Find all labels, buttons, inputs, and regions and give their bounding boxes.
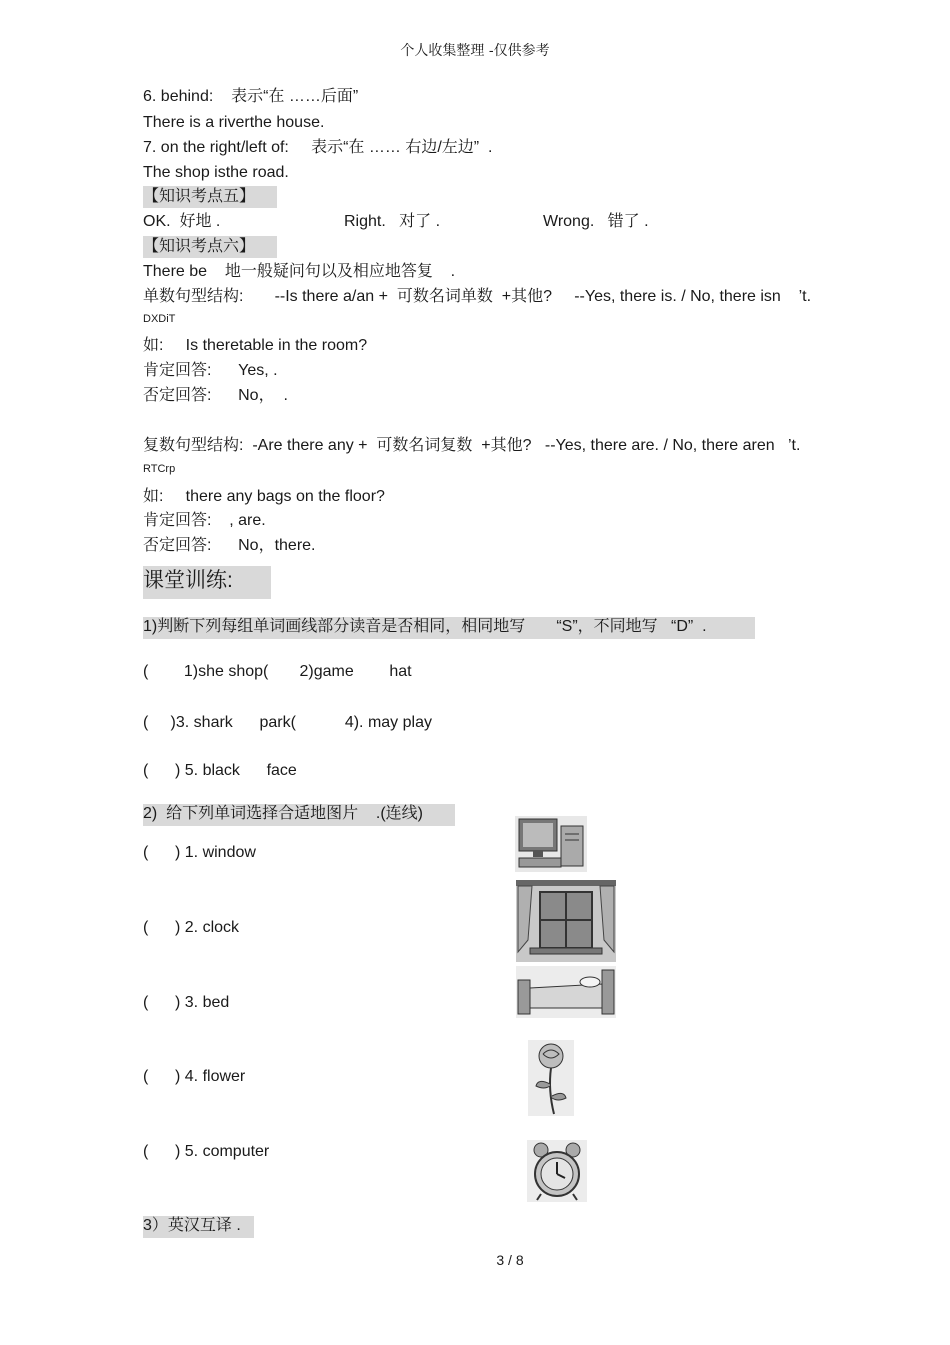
section-heading-6: 【知识考点六】 [143, 236, 277, 258]
right-left-note: 7. on the right/left of: 表示“在 …… 右边/左边” . [143, 139, 493, 156]
page-header: 个人收集整理 -仅供参考 [400, 43, 550, 59]
singular-positive-answer: 肯定回答: Yes, . [143, 362, 278, 379]
behind-example: There is a riverthe house. [143, 114, 325, 131]
small-code-1: DXDiT [143, 313, 176, 325]
window-picture [516, 880, 616, 962]
plural-example: 如: there any bags on the floor? [143, 488, 385, 505]
singular-structure: 单数句型结构: --Is there a/an + 可数名词单数 +其他? --Yes, there is. / No, there isn ’t. [143, 288, 812, 305]
phrase-right: Right. 对了 . [344, 213, 441, 230]
word-bed: ( ) 3. bed [143, 994, 230, 1011]
exercise-2-instruction: 2) 给下列单词选择合适地图片 .(连线) [143, 804, 455, 826]
exercise-3-instruction: 3）英汉互译 . [143, 1216, 254, 1238]
word-computer: ( ) 5. computer [143, 1143, 270, 1160]
right-left-example: The shop isthe road. [143, 164, 289, 181]
exercise-1-instruction: 1)判断下列每组单词画线部分读音是否相同，相同地写 “S”，不同地写 “D” . [143, 617, 755, 639]
singular-example: 如: Is theretable in the room? [143, 337, 368, 354]
exercise-1-row-2: ( )3. shark park( 4). may play [143, 714, 432, 731]
exercise-1-row-3: ( ) 5. black face [143, 762, 297, 779]
singular-negative-answer: 否定回答: No， . [143, 387, 288, 404]
phrase-wrong: Wrong. 错了 . [543, 213, 649, 230]
bed-picture [516, 966, 616, 1018]
plural-positive-answer: 肯定回答: , are. [143, 512, 266, 529]
flower-picture [528, 1040, 574, 1116]
word-flower: ( ) 4. flower [143, 1068, 246, 1085]
there-be-intro: There be 地一般疑问句以及相应地答复 . [143, 263, 456, 280]
behind-note: 6. behind: 表示“在 ……后面” [143, 88, 359, 105]
small-code-2: RTCrp [143, 463, 176, 475]
word-clock: ( ) 2. clock [143, 919, 240, 936]
practice-heading: 课堂训练: [143, 566, 271, 599]
section-heading-5: 【知识考点五】 [143, 186, 277, 208]
clock-picture [527, 1140, 587, 1202]
word-window: ( ) 1. window [143, 844, 256, 861]
computer-picture [515, 816, 587, 872]
plural-structure: 复数句型结构: -Are there any + 可数名词复数 +其他? --Yes, there are. / No, there aren ’t. [143, 437, 801, 454]
phrase-ok: OK. 好地 . [143, 213, 221, 230]
page-number: 3 / 8 [496, 1252, 524, 1268]
exercise-1-row-1: ( 1)she shop( 2)game hat [143, 663, 412, 680]
plural-negative-answer: 否定回答: No，there. [143, 537, 316, 554]
